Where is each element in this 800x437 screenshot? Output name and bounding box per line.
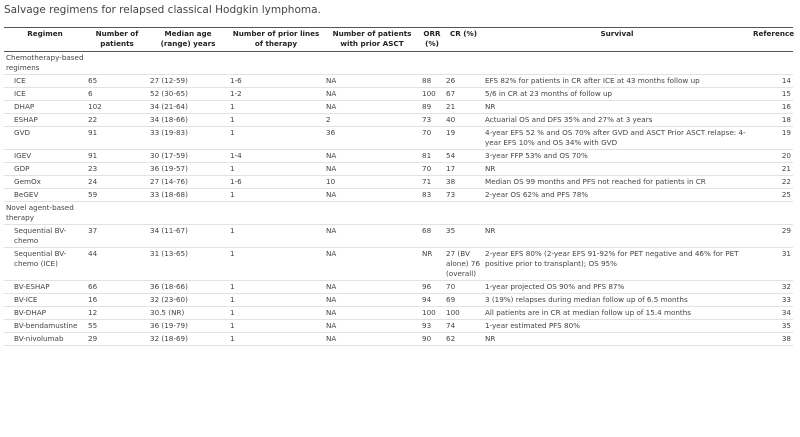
cell-survival: 2-year OS 62% and PFS 78% — [483, 189, 751, 202]
cell-reference: 38 — [751, 333, 793, 346]
cell-cr: 62 — [444, 333, 483, 346]
cell-reference: 35 — [751, 320, 793, 333]
cell-cr: 19 — [444, 127, 483, 150]
cell-cr: 70 — [444, 281, 483, 294]
cell-patients: 24 — [86, 176, 148, 189]
cell-orr: 70 — [420, 127, 444, 150]
cell-prior-asct: NA — [324, 294, 420, 307]
cell-reference: 14 — [751, 75, 793, 88]
section-spacer-cell — [420, 52, 444, 75]
cell-prior-lines: 1 — [228, 114, 324, 127]
header-prior-asct: Number of patients with prior ASCT — [324, 28, 420, 52]
cell-prior-asct: NA — [324, 75, 420, 88]
section-spacer-cell — [148, 202, 228, 225]
cell-regimen: GemOx — [4, 176, 86, 189]
cell-survival: 2-year EFS 80% (2-year EFS 91-92% for PET negative and 46% for PET positive prior to transplant); OS 95% — [483, 248, 751, 281]
cell-orr: 90 — [420, 333, 444, 346]
cell-prior-lines: 1 — [228, 281, 324, 294]
cell-patients: 59 — [86, 189, 148, 202]
cell-median-age: 34 (21-64) — [148, 101, 228, 114]
cell-reference: 29 — [751, 225, 793, 248]
cell-median-age: 30.5 (NR) — [148, 307, 228, 320]
cell-prior-lines: 1-6 — [228, 75, 324, 88]
table-row — [4, 75, 793, 88]
table-row — [4, 150, 793, 163]
cell-cr: 21 — [444, 101, 483, 114]
cell-patients: 29 — [86, 333, 148, 346]
cell-patients: 91 — [86, 150, 148, 163]
cell-reference: 19 — [751, 127, 793, 150]
cell-regimen: GDP — [4, 163, 86, 176]
table-row — [4, 281, 793, 294]
cell-patients: 44 — [86, 248, 148, 281]
cell-regimen: IGEV — [4, 150, 86, 163]
cell-median-age: 32 (18-69) — [148, 333, 228, 346]
table-row — [4, 320, 793, 333]
section-spacer-cell — [751, 52, 793, 75]
cell-prior-lines: 1 — [228, 320, 324, 333]
section-spacer-cell — [483, 52, 751, 75]
table-row — [4, 101, 793, 114]
cell-prior-lines: 1 — [228, 307, 324, 320]
cell-prior-asct: NA — [324, 150, 420, 163]
cell-prior-asct: NA — [324, 189, 420, 202]
cell-prior-asct: NA — [324, 163, 420, 176]
cell-survival: 1-year estimated PFS 80% — [483, 320, 751, 333]
cell-prior-asct: NA — [324, 101, 420, 114]
cell-cr: 74 — [444, 320, 483, 333]
cell-survival: 3-year FFP 53% and OS 70% — [483, 150, 751, 163]
section-spacer-cell — [86, 202, 148, 225]
cell-regimen: DHAP — [4, 101, 86, 114]
cell-regimen: ICE — [4, 88, 86, 101]
section-row — [4, 202, 793, 225]
header-cr: CR (%) — [444, 28, 483, 52]
salvage-regimens-table — [4, 27, 793, 346]
cell-median-age: 30 (17-59) — [148, 150, 228, 163]
cell-prior-asct: NA — [324, 333, 420, 346]
cell-prior-lines: 1 — [228, 333, 324, 346]
section-spacer-cell — [444, 202, 483, 225]
cell-patients: 12 — [86, 307, 148, 320]
cell-patients: 16 — [86, 294, 148, 307]
table-row — [4, 248, 793, 281]
cell-survival: NR — [483, 225, 751, 248]
cell-survival: NR — [483, 163, 751, 176]
cell-reference: 20 — [751, 150, 793, 163]
cell-median-age: 52 (30-65) — [148, 88, 228, 101]
cell-survival: 3 (19%) relapses during median follow up of 6.5 months — [483, 294, 751, 307]
cell-cr: 17 — [444, 163, 483, 176]
section-row — [4, 52, 793, 75]
table-row — [4, 225, 793, 248]
section-spacer-cell — [228, 202, 324, 225]
cell-patients: 102 — [86, 101, 148, 114]
cell-regimen: ICE — [4, 75, 86, 88]
cell-reference: 32 — [751, 281, 793, 294]
cell-survival: 5/6 in CR at 23 months of follow up — [483, 88, 751, 101]
cell-prior-asct: 10 — [324, 176, 420, 189]
cell-reference: 25 — [751, 189, 793, 202]
cell-orr: 94 — [420, 294, 444, 307]
section-spacer-cell — [324, 202, 420, 225]
cell-regimen: BV-ICE — [4, 294, 86, 307]
cell-regimen: BeGEV — [4, 189, 86, 202]
cell-patients: 65 — [86, 75, 148, 88]
cell-prior-asct: NA — [324, 248, 420, 281]
table-caption: Salvage regimens for relapsed classical Hodgkin lymphoma. — [4, 4, 321, 16]
cell-orr: 88 — [420, 75, 444, 88]
cell-prior-asct: NA — [324, 88, 420, 101]
table-row — [4, 176, 793, 189]
cell-prior-lines: 1-4 — [228, 150, 324, 163]
cell-orr: 81 — [420, 150, 444, 163]
header-number-of-patients: Number of patients — [86, 28, 148, 52]
cell-cr: 54 — [444, 150, 483, 163]
cell-reference: 33 — [751, 294, 793, 307]
header-regimen: Regimen — [4, 28, 86, 52]
cell-prior-lines: 1 — [228, 294, 324, 307]
table-row — [4, 114, 793, 127]
cell-patients: 6 — [86, 88, 148, 101]
cell-orr: 83 — [420, 189, 444, 202]
cell-reference: 22 — [751, 176, 793, 189]
cell-prior-lines: 1-2 — [228, 88, 324, 101]
section-label: Novel agent-based therapy — [4, 202, 86, 225]
cell-reference: 18 — [751, 114, 793, 127]
cell-prior-lines: 1 — [228, 225, 324, 248]
cell-survival: 4-year EFS 52 % and OS 70% after GVD and ASCT Prior ASCT relapse: 4-year EFS 10% and OS 34% with GVD — [483, 127, 751, 150]
cell-reference: 16 — [751, 101, 793, 114]
cell-orr: 73 — [420, 114, 444, 127]
cell-survival: Median OS 99 months and PFS not reached for patients in CR — [483, 176, 751, 189]
cell-patients: 55 — [86, 320, 148, 333]
cell-prior-lines: 1-6 — [228, 176, 324, 189]
cell-median-age: 34 (11-67) — [148, 225, 228, 248]
cell-cr: 35 — [444, 225, 483, 248]
cell-cr: 27 (BV alone) 76 (overall) — [444, 248, 483, 281]
cell-patients: 66 — [86, 281, 148, 294]
cell-orr: 100 — [420, 88, 444, 101]
cell-prior-lines: 1 — [228, 127, 324, 150]
cell-prior-asct: 2 — [324, 114, 420, 127]
cell-reference: 31 — [751, 248, 793, 281]
table-row — [4, 88, 793, 101]
cell-median-age: 27 (12-59) — [148, 75, 228, 88]
cell-survival: All patients are in CR at median follow up of 15.4 months — [483, 307, 751, 320]
table-body — [4, 52, 793, 346]
cell-cr: 40 — [444, 114, 483, 127]
cell-prior-lines: 1 — [228, 248, 324, 281]
cell-regimen: BV-DHAP — [4, 307, 86, 320]
table-row — [4, 333, 793, 346]
cell-reference: 21 — [751, 163, 793, 176]
cell-prior-asct: 36 — [324, 127, 420, 150]
cell-cr: 26 — [444, 75, 483, 88]
table-row — [4, 163, 793, 176]
header-row — [4, 28, 793, 52]
cell-cr: 100 — [444, 307, 483, 320]
cell-prior-asct: NA — [324, 225, 420, 248]
header-survival: Survival — [483, 28, 751, 52]
cell-median-age: 27 (14-76) — [148, 176, 228, 189]
cell-prior-lines: 1 — [228, 189, 324, 202]
cell-survival: NR — [483, 333, 751, 346]
cell-survival: 1-year projected OS 90% and PFS 87% — [483, 281, 751, 294]
cell-orr: 100 — [420, 307, 444, 320]
section-spacer-cell — [324, 52, 420, 75]
cell-patients: 22 — [86, 114, 148, 127]
cell-cr: 67 — [444, 88, 483, 101]
cell-median-age: 36 (19-57) — [148, 163, 228, 176]
cell-regimen: Sequential BV-chemo (ICE) — [4, 248, 86, 281]
cell-cr: 73 — [444, 189, 483, 202]
section-spacer-cell — [483, 202, 751, 225]
cell-median-age: 34 (18-66) — [148, 114, 228, 127]
cell-orr: 89 — [420, 101, 444, 114]
header-median-age: Median age (range) years — [148, 28, 228, 52]
cell-orr: 96 — [420, 281, 444, 294]
header-orr: ORR (%) — [420, 28, 444, 52]
cell-cr: 69 — [444, 294, 483, 307]
section-label: Chemotherapy-based regimens — [4, 52, 86, 75]
section-spacer-cell — [228, 52, 324, 75]
cell-orr: 68 — [420, 225, 444, 248]
cell-regimen: Sequential BV-chemo — [4, 225, 86, 248]
cell-regimen: GVD — [4, 127, 86, 150]
section-spacer-cell — [751, 202, 793, 225]
cell-median-age: 32 (23-60) — [148, 294, 228, 307]
cell-patients: 37 — [86, 225, 148, 248]
cell-patients: 91 — [86, 127, 148, 150]
cell-prior-asct: NA — [324, 281, 420, 294]
cell-prior-asct: NA — [324, 320, 420, 333]
cell-regimen: BV-bendamustine — [4, 320, 86, 333]
header-prior-lines: Number of prior lines of therapy — [228, 28, 324, 52]
cell-median-age: 33 (19-83) — [148, 127, 228, 150]
cell-prior-lines: 1 — [228, 101, 324, 114]
cell-median-age: 31 (13-65) — [148, 248, 228, 281]
cell-prior-asct: NA — [324, 307, 420, 320]
cell-median-age: 36 (19-79) — [148, 320, 228, 333]
cell-median-age: 36 (18-66) — [148, 281, 228, 294]
cell-orr: 70 — [420, 163, 444, 176]
header-reference: Reference — [751, 28, 793, 52]
cell-patients: 23 — [86, 163, 148, 176]
cell-survival: NR — [483, 101, 751, 114]
cell-prior-lines: 1 — [228, 163, 324, 176]
cell-regimen: ESHAP — [4, 114, 86, 127]
cell-survival: EFS 82% for patients in CR after ICE at 43 months follow up — [483, 75, 751, 88]
cell-orr: 71 — [420, 176, 444, 189]
table-row — [4, 127, 793, 150]
cell-reference: 34 — [751, 307, 793, 320]
cell-orr: NR — [420, 248, 444, 281]
cell-regimen: BV-ESHAP — [4, 281, 86, 294]
cell-cr: 38 — [444, 176, 483, 189]
table-row — [4, 307, 793, 320]
section-spacer-cell — [86, 52, 148, 75]
cell-survival: Actuarial OS and DFS 35% and 27% at 3 years — [483, 114, 751, 127]
section-spacer-cell — [420, 202, 444, 225]
table-row — [4, 294, 793, 307]
section-spacer-cell — [148, 52, 228, 75]
table-row — [4, 189, 793, 202]
cell-reference: 15 — [751, 88, 793, 101]
section-spacer-cell — [444, 52, 483, 75]
cell-regimen: BV-nivolumab — [4, 333, 86, 346]
cell-median-age: 33 (18-68) — [148, 189, 228, 202]
cell-orr: 93 — [420, 320, 444, 333]
